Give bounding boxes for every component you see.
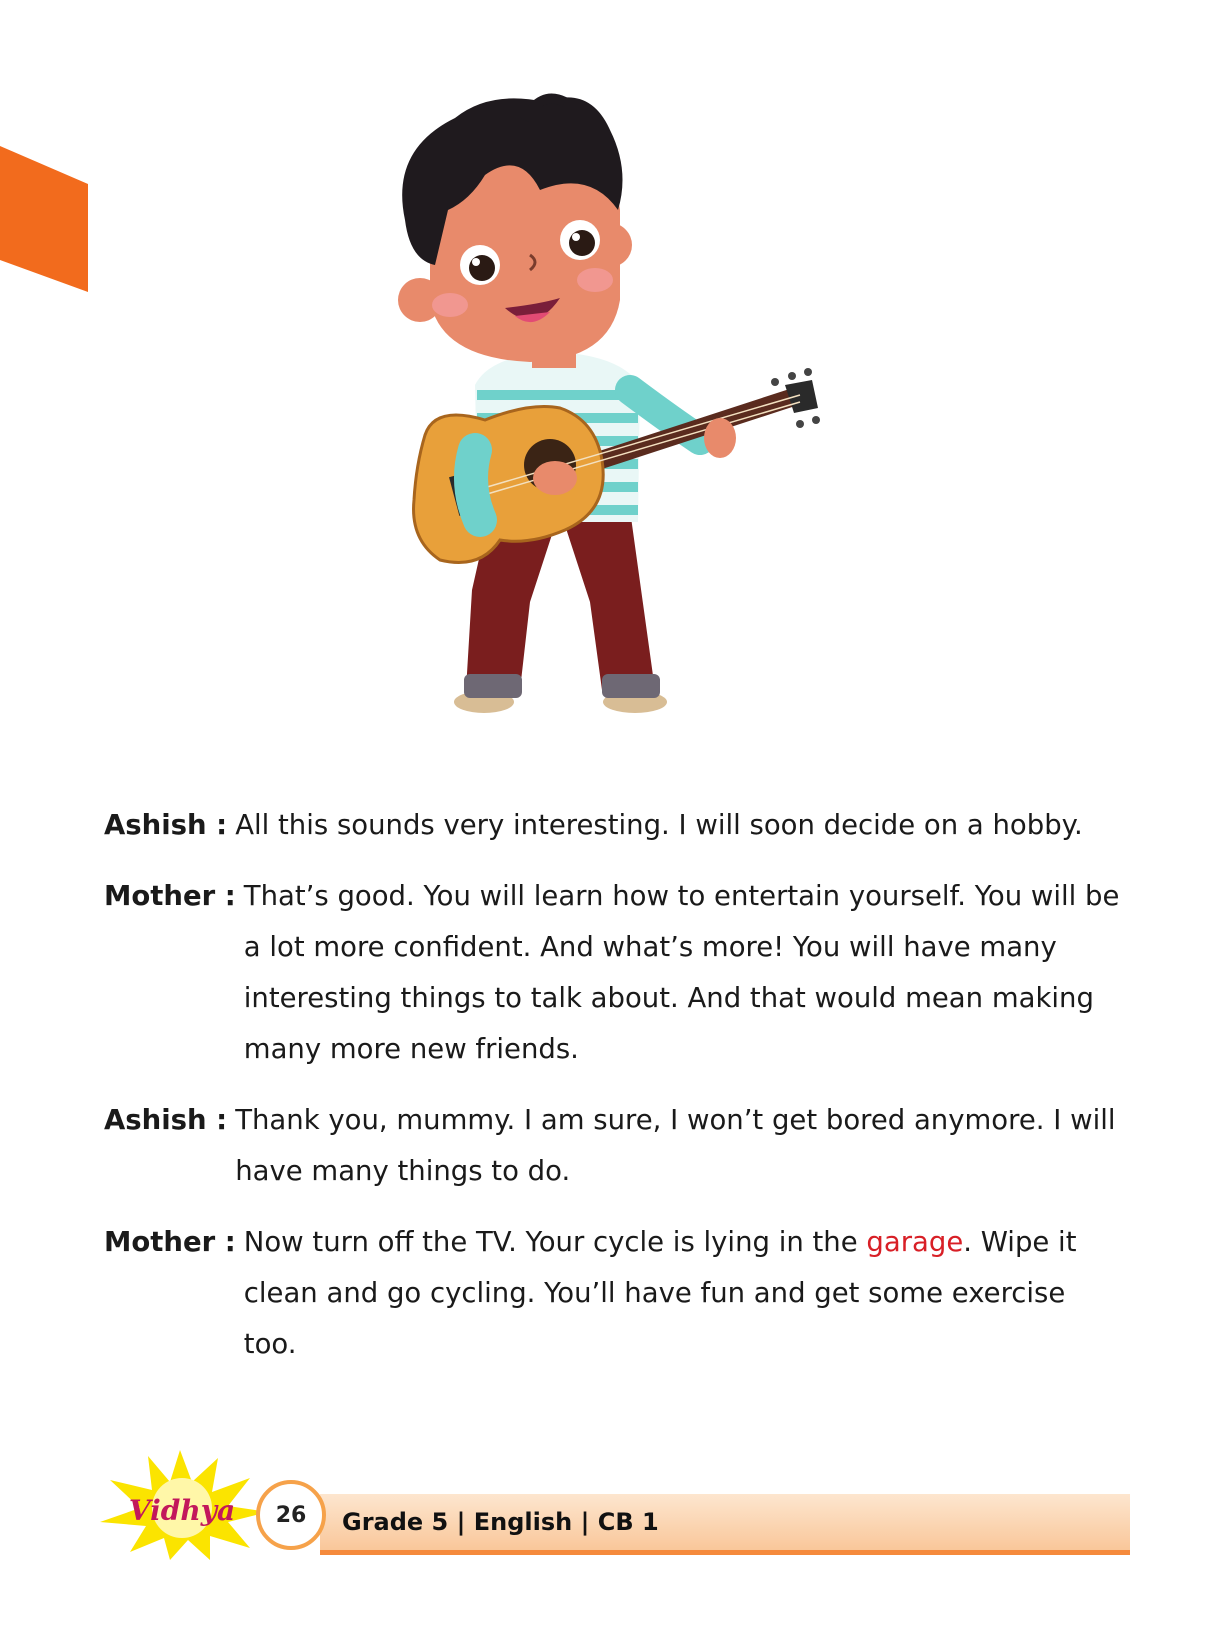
speaker-name: Mother : xyxy=(104,880,236,912)
dialogue-line xyxy=(104,1095,1124,1197)
vidhya-sun-logo xyxy=(90,1450,270,1560)
dialogue-line xyxy=(104,1217,1124,1370)
speaker-name: Ashish : xyxy=(104,809,228,841)
orange-tab-decoration xyxy=(0,146,88,292)
dialogue xyxy=(104,800,1124,1390)
footer-book: CB 1 xyxy=(597,1508,659,1536)
speech-text: That’s good. You will learn how to entertain yourself. You will be a lot more confident. And what’s more! You will have many interesting things to talk about. And that would mean making many more new friends. xyxy=(243,880,1120,1065)
speaker-name: Mother : xyxy=(104,1226,236,1258)
speaker-name: Ashish : xyxy=(104,1104,228,1136)
footer-book-info: Grade 5 | English | CB 1 xyxy=(342,1508,659,1536)
boy-playing-guitar-illustration xyxy=(380,90,850,740)
highlighted-word: garage xyxy=(866,1226,964,1258)
dialogue-line xyxy=(104,871,1124,1075)
svg-text:Vidhya: Vidhya xyxy=(128,1494,236,1527)
page-number: 26 xyxy=(256,1480,326,1550)
speech-text: Now turn off the TV. Your cycle is lying in the garage. Wipe it clean and go cycling. You’ll have fun and get some exercise too. xyxy=(243,1226,1077,1360)
speech-text: Thank you, mummy. I am sure, I won’t get bored anymore. I will have many things to do. xyxy=(235,1104,1116,1187)
footer-subject: English xyxy=(473,1508,573,1536)
speech-text: All this sounds very interesting. I will soon decide on a hobby. xyxy=(235,809,1083,841)
dialogue-line xyxy=(104,800,1124,851)
footer-grade: Grade 5 xyxy=(342,1508,449,1536)
page-footer xyxy=(90,1450,1130,1560)
